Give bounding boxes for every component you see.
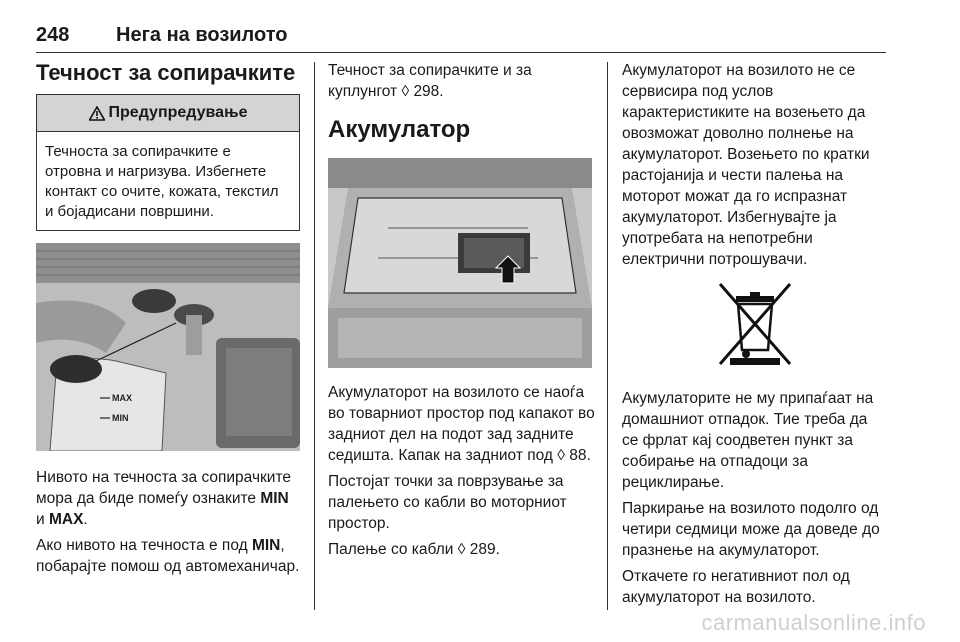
recycle-symbol [622,280,888,368]
min-mark: MIN [112,413,129,423]
warning-text: Течноста за сопирачките е отровна и нагризува. Избегнете контакт со очите, кожата, текстил и бојадисани површини. [45,143,279,220]
paragraph: Акумулаторот на возилото не се сервисира под услов карактеристиките на возењето да овозможат доволно полнење на акумулаторот. Возењето по кратки растојанија и чести палења на моторот можат да го испразнат акумулаторот. Избегнувајте ја употребата на непотребни електрични потрошувачи. [622,62,870,268]
warning-triangle-icon [89,106,105,121]
ref-arrow-icon: ◊ [401,83,410,100]
section-title: Течност за сопирачките [36,60,296,85]
cross-reference: Палење со кабли ◊ 289. [328,541,500,558]
paragraph: Ако нивото на течноста е под MIN, побарајте помош од автомеханичар. [36,537,300,575]
ref-arrow-icon: ◊ [557,447,565,464]
brake-fluid-reservoir-image [36,243,300,451]
page-header [36,22,886,53]
running-title: Нега на возилото [116,24,288,46]
ref-arrow-icon: ◊ [457,541,466,558]
warning-box [36,94,300,231]
paragraph: Нивото на течноста за сопирачките мора да биде помеѓу ознаките MIN и MAX. [36,469,292,528]
paragraph: Акумулаторите не му припаѓаат на домашниот отпадок. Тие треба да се фрлат кај соодветен пункт за собирање на отпадоци за рециклирање. [622,390,874,491]
battery-cargo-floor-image [328,158,592,368]
crossed-out-wheelie-bin-icon [710,280,800,368]
column-divider [314,62,315,610]
warning-header [37,95,299,132]
column-divider [607,62,608,610]
cross-reference: Течност за сопирачките и за куплунгот ◊ 298. [328,62,532,100]
paragraph: Паркирање на возилото подолго од четири седмици може да доведе до празнење на акумулаторот. [622,500,880,559]
section-heading: Акумулатор [328,116,471,143]
column-battery [328,60,596,565]
paragraph: Акумулаторот на возилото се наоѓа во товарниот простор под капакот во задниот дел на подот зад задните седишта. Капак на задниот под ◊ 88. [328,384,595,464]
paragraph: Постојат точки за поврзување за палењето со кабли во моторниот простор. [328,473,567,532]
max-mark: MAX [112,393,132,403]
watermark: carmanualsonline.info [701,610,926,635]
warning-heading: Предупредување [108,104,248,121]
column-battery-care [622,60,888,613]
page-number: 248 [36,24,70,46]
column-brake-fluid [36,60,300,582]
paragraph: Откачете го негативниот пол од акумулаторот на возилото. [622,568,850,606]
